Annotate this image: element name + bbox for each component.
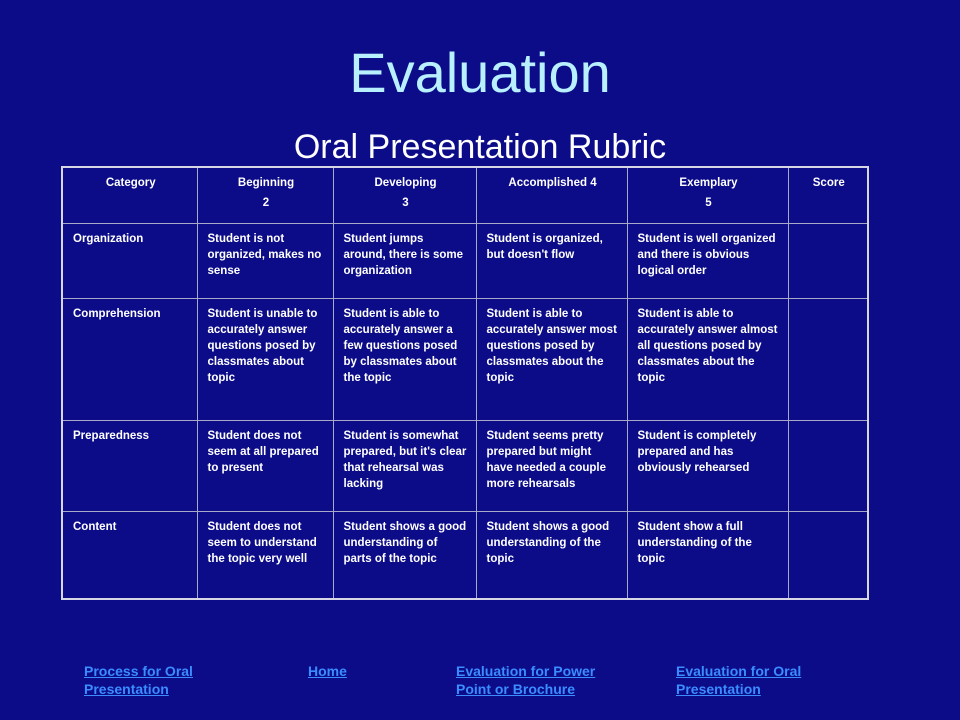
table-cell: Student shows a good understanding of the topic <box>476 511 627 599</box>
table-row <box>62 298 868 420</box>
row-label-comprehension: Comprehension <box>62 298 197 420</box>
link-process-oral-presentation[interactable]: Process for Oral Presentation <box>84 663 193 697</box>
column-header-category: Category <box>62 167 197 223</box>
table-cell: Student does not seem at all prepared to present <box>197 420 333 511</box>
table-cell: Student seems pretty prepared but might have needed a couple more rehearsals <box>476 420 627 511</box>
rubric-table <box>61 166 869 600</box>
page-title: Evaluation <box>349 41 611 104</box>
score-cell <box>788 298 868 420</box>
table-row <box>62 223 868 298</box>
table-row <box>62 511 868 599</box>
table-cell: Student is able to accurately answer most questions posed by classmates about the topic <box>476 298 627 420</box>
column-header-beginning: Beginning 2 <box>197 167 333 223</box>
score-cell <box>788 420 868 511</box>
row-label-content: Content <box>62 511 197 599</box>
table-cell: Student shows a good understanding of parts of the topic <box>333 511 476 599</box>
link-evaluation-oral-presentation[interactable]: Evaluation for Oral Presentation <box>676 663 802 697</box>
column-header-developing: Developing 3 <box>333 167 476 223</box>
table-cell: Student show a full understanding of the topic <box>627 511 788 599</box>
score-cell <box>788 223 868 298</box>
table-cell: Student jumps around, there is some organization <box>333 223 476 298</box>
table-header-row <box>62 167 868 223</box>
row-label-preparedness: Preparedness <box>62 420 197 511</box>
column-header-exemplary: Exemplary 5 <box>627 167 788 223</box>
table-cell: Student is able to accurately answer a few questions posed by classmates about the topic <box>333 298 476 420</box>
column-header-score: Score <box>788 167 868 223</box>
link-home[interactable]: Home <box>308 663 347 679</box>
table-cell: Student is organized, but doesn't flow <box>476 223 627 298</box>
table-cell: Student is not organized, makes no sense <box>197 223 333 298</box>
table-row <box>62 420 868 511</box>
table-cell: Student is completely prepared and has obviously rehearsed <box>627 420 788 511</box>
score-cell <box>788 511 868 599</box>
table-cell: Student is unable to accurately answer questions posed by classmates about topic <box>197 298 333 420</box>
page-subtitle: Oral Presentation Rubric <box>293 128 667 166</box>
link-evaluation-power-point-brochure[interactable]: Evaluation for Power Point or Brochure <box>456 663 596 697</box>
table-cell: Student is somewhat prepared, but it's clear that rehearsal was lacking <box>333 420 476 511</box>
table-cell: Student does not seem to understand the topic very well <box>197 511 333 599</box>
table-cell: Student is able to accurately answer almost all questions posed by classmates about the topic <box>627 298 788 420</box>
row-label-organization: Organization <box>62 223 197 298</box>
table-cell: Student is well organized and there is obvious logical order <box>627 223 788 298</box>
column-header-accomplished: Accomplished 4 <box>476 167 627 223</box>
